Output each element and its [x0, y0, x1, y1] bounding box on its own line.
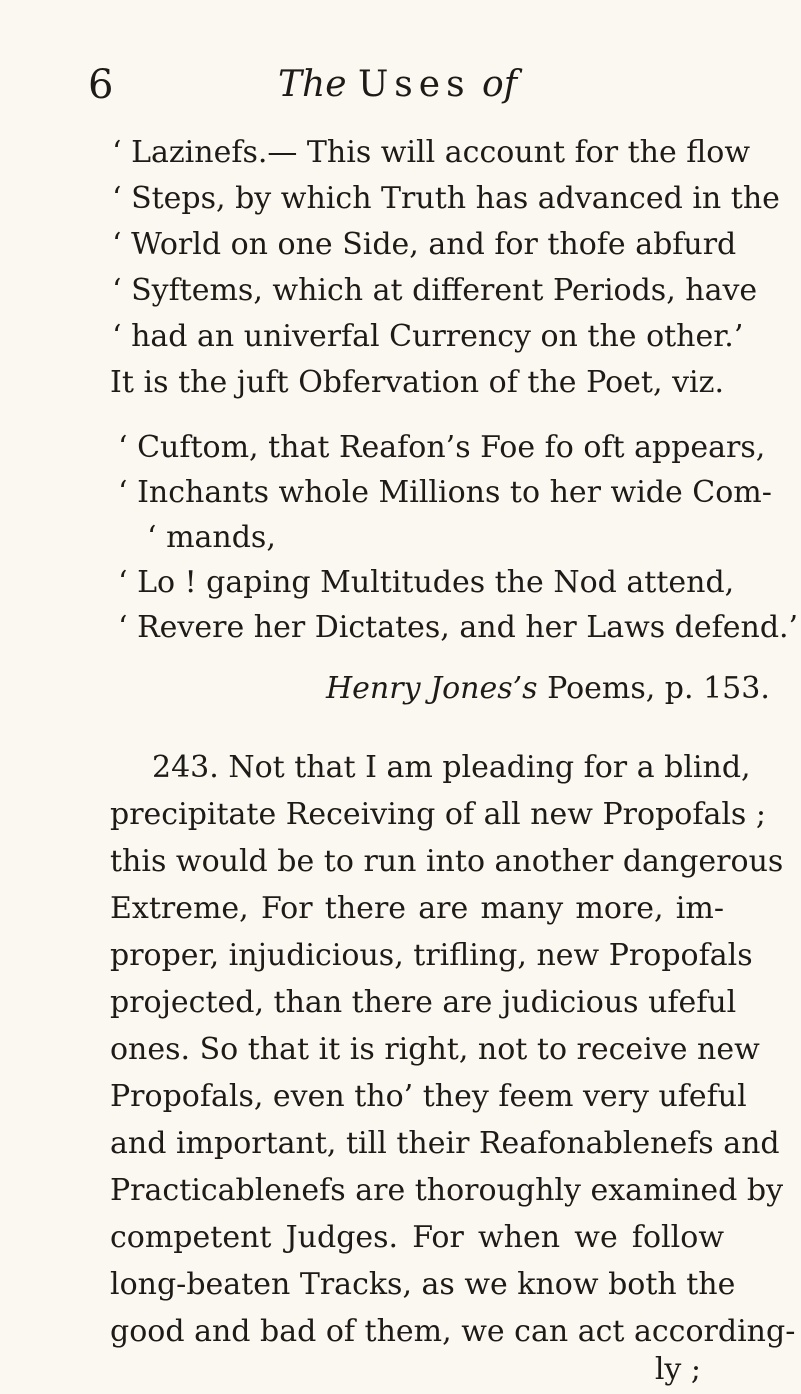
prose-line: ‘ World on one Side, and for thofe abfurd: [112, 227, 737, 262]
running-title: [278, 60, 517, 110]
running-title-main: Uses: [357, 64, 471, 105]
prose-line: It is the juft Obfervation of the Poet, viz.: [110, 365, 724, 400]
prose-line: ‘ Steps, by which Truth has advanced in the: [112, 181, 780, 216]
verse-line: ‘ Inchants whole Millions to her wide Com-: [118, 475, 772, 510]
catchword: ly ;: [654, 1352, 701, 1387]
verse-line: ‘ mands,: [147, 520, 276, 555]
citation: [326, 669, 770, 709]
verse-line: ‘ Cuftom, that Reafon’s Foe fo oft appears,: [118, 430, 766, 465]
running-title-prefix: The: [278, 64, 347, 105]
page-number: 6: [88, 62, 114, 108]
paragraph-line: Extreme, For there are many more, im-: [110, 891, 724, 926]
paragraph-line: proper, injudicious, trifling, new Propofals: [110, 938, 753, 973]
paragraph-line: competent Judges. For when we follow: [110, 1220, 724, 1255]
paragraph-line: ones. So that it is right, not to receive new: [110, 1032, 760, 1067]
paragraph-line: good and bad of them, we can act according-: [110, 1314, 796, 1349]
verse-line: ‘ Revere her Dictates, and her Laws defend.’: [118, 610, 799, 645]
paragraph-line: this would be to run into another dangerous: [110, 844, 784, 879]
prose-line: ‘ Lazinefs.— This will account for the flow: [112, 135, 751, 170]
prose-line: ‘ had an univerfal Currency on the other.’: [112, 319, 744, 354]
running-title-suffix: of: [482, 64, 518, 105]
prose-line: ‘ Syftems, which at different Periods, have: [112, 273, 758, 308]
paragraph-line: Propofals, even tho’ they feem very ufeful: [110, 1079, 747, 1114]
citation-author: Henry Jones’s: [326, 671, 538, 706]
paragraph-line: projected, than there are judicious ufeful: [110, 985, 737, 1020]
paragraph-line: precipitate Receiving of all new Propofals ;: [110, 797, 766, 832]
citation-reference: Poems, p. 153.: [537, 671, 770, 706]
paragraph-line: long-beaten Tracks, as we know both the: [110, 1267, 736, 1302]
verse-line: ‘ Lo ! gaping Multitudes the Nod attend,: [118, 565, 735, 600]
running-header: [88, 60, 728, 110]
paragraph-line: Practicablenefs are thoroughly examined by: [110, 1173, 784, 1208]
paragraph-line: 243. Not that I am pleading for a blind,: [152, 750, 751, 785]
paragraph-line: and important, till their Reafonablenefs and: [110, 1126, 780, 1161]
